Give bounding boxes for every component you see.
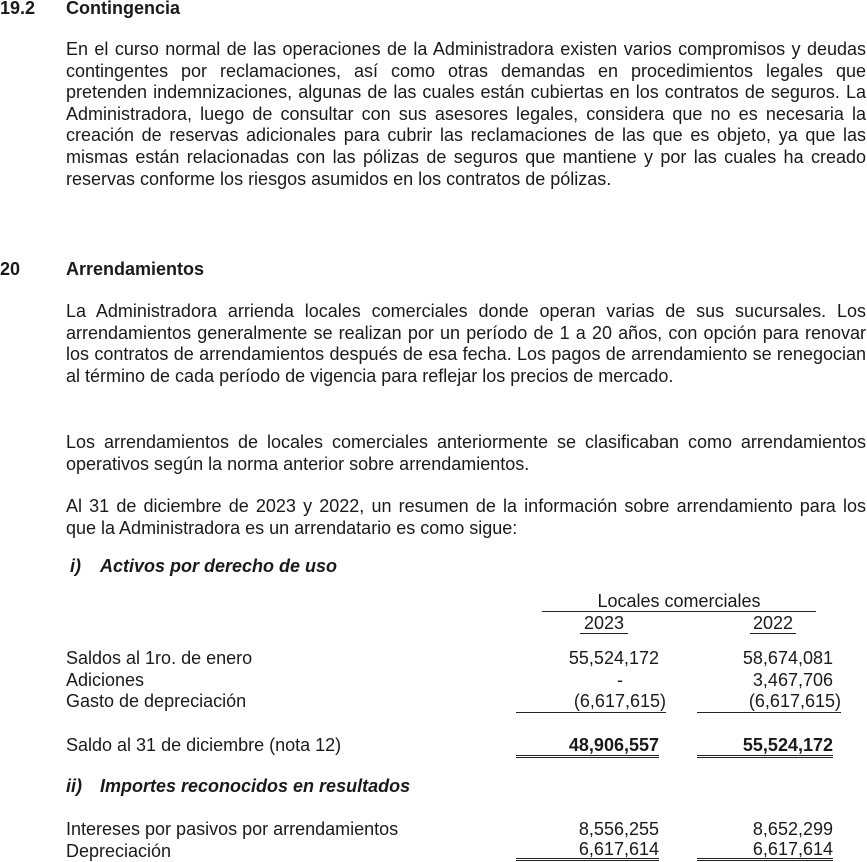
section-title: Arrendamientos [66,259,205,279]
paragraph: Al 31 de diciembre de 2023 y 2022, un resumen de la información sobre arrendamiento para los que la Administradora es un arrendatario es como sigue: [66,496,866,538]
value-2023: 8,556,255 [578,819,659,839]
paragraph: La Administradora arrienda locales comerciales donde operan varias de sus sucursales. Los arrendamientos generalmente se realizan por un período de 1 a 20 años, con opción para renovar los contratos de arrendamientos después de esa fecha. Los pagos de arrendamiento se renegocian al término de cada período de vigencia para reflejar los precios de mercado. [66,301,866,386]
subheading-number: i) [70,556,81,576]
value-2023: - [617,670,623,690]
subheading: Activos por derecho de uso [100,556,338,576]
value-2022: (6,617,615) [697,691,841,713]
total-2023: 48,906,557 [516,735,659,758]
total-label: Saldo al 31 de diciembre (nota 12) [66,735,342,755]
column-group-header: Locales comerciales [542,591,816,612]
value-2022: 8,652,299 [752,819,833,839]
section-number: 19.2 [0,0,36,18]
value-2022: 3,467,706 [752,670,833,690]
value-2023: (6,617,615) [516,691,666,713]
row-label: Adiciones [66,670,145,690]
paragraph: En el curso normal de las operaciones de la Administradora existen varios compromisos y deudas contingentes por reclamaciones, así como otras demandas en procedimientos legales que pretenden indemnizaciones, algunas de las cuales están cubiertas en los contratos de seguros. La Administradora, luego de consultar con sus asesores legales, considera que no es necesaria la creación de reservas adicionales para cubrir las reclamaciones de las que es objeto, ya que las mismas están relacionadas con las pólizas de seguros que mantiene y por las cuales ha creado reservas conforme los riesgos asumidos en los contratos de pólizas. [66,39,866,189]
section-number: 20 [0,259,21,279]
value-2022: 6,617,614 [697,841,833,861]
column-header-2023: 2023 [580,613,628,634]
column-header-2022: 2022 [750,613,796,634]
value-2022: 58,674,081 [742,648,833,668]
row-label: Depreciación [66,841,172,861]
subheading: Importes reconocidos en resultados [100,776,411,796]
row-label: Gasto de depreciación [66,691,247,711]
value-2023: 55,524,172 [568,648,659,668]
row-label: Saldos al 1ro. de enero [66,648,253,668]
paragraph: Los arrendamientos de locales comerciales anteriormente se clasificaban como arrendamientos operativos según la norma anterior sobre arrendamientos. [66,432,866,474]
row-label: Intereses por pasivos por arrendamientos [66,819,399,839]
section-title: Contingencia [66,0,181,18]
value-2023: 6,617,614 [516,841,659,861]
total-2022: 55,524,172 [697,735,833,758]
subheading-number: ii) [66,776,82,796]
